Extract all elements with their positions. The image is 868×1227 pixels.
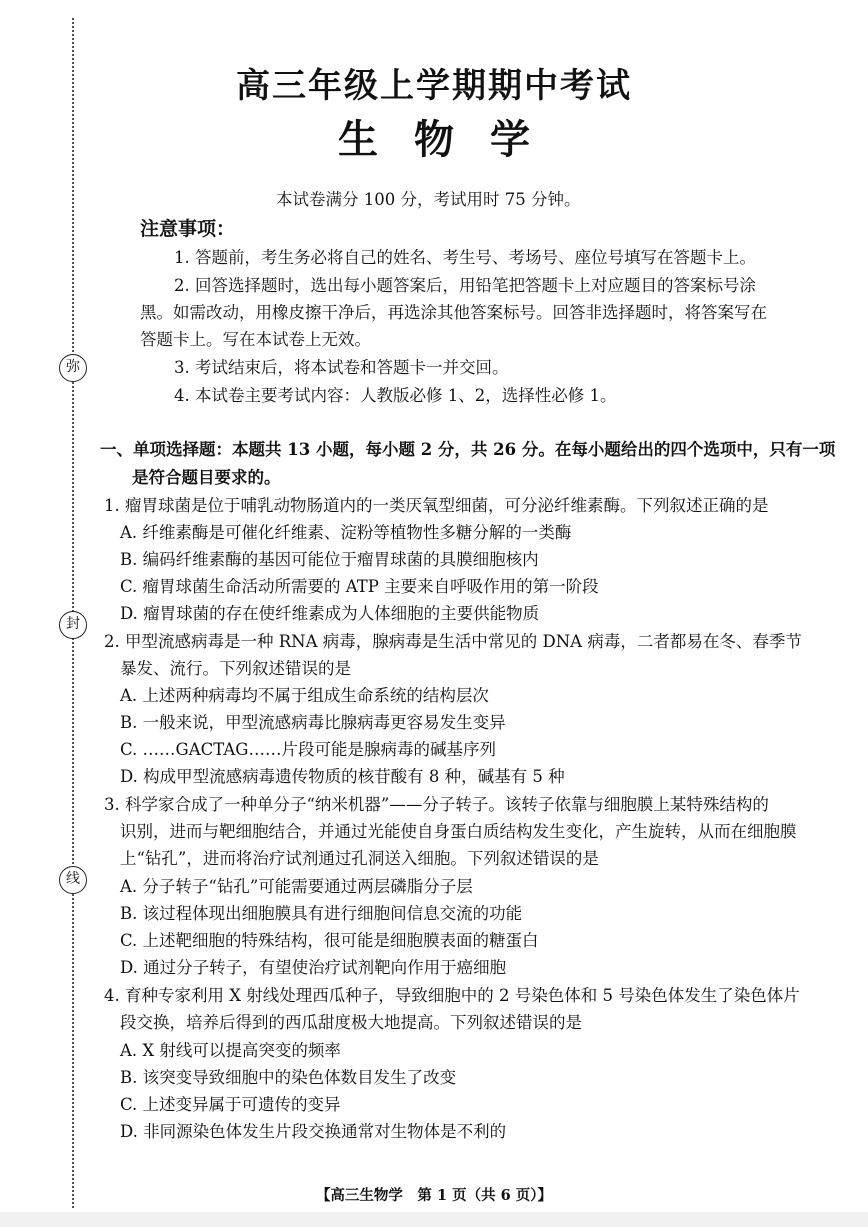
notice-heading: 注意事项：	[140, 218, 236, 240]
question-option: A. 分子转子“钻孔”可能需要通过两层磷脂分子层	[120, 877, 473, 896]
notice-line: 答题卡上。写在本试卷上无效。	[140, 330, 371, 349]
question-stem: 1. 瘤胃球菌是位于哺乳动物肠道内的一类厌氧型细菌，可分泌纤维素酶。下列叙述正确的是	[104, 496, 769, 515]
section-heading: 一、单项选择题：本题共 13 小题，每小题 2 分，共 26 分。在每小题给出的四个选项中，只有一项	[100, 440, 836, 459]
exam-intro: 本试卷满分 100 分，考试用时 75 分钟。	[276, 190, 581, 209]
question-stem: 上“钻孔”，进而将治疗试剂通过孔洞送入细胞。下列叙述错误的是	[120, 849, 599, 868]
question-option: C. 上述变异属于可遗传的变异	[120, 1095, 341, 1114]
question-stem: 3. 科学家合成了一种单分子“纳米机器”——分子转子。该转子依靠与细胞膜上某特殊结构的	[104, 795, 769, 814]
notice-line: 黑。如需改动，用橡皮擦干净后，再选涂其他答案标号。回答非选择题时，将答案写在	[140, 303, 767, 322]
question-option: C. ……GACTAG……片段可能是腺病毒的碱基序列	[120, 740, 496, 759]
question-option: B. 该突变导致细胞中的染色体数目发生了改变	[120, 1068, 457, 1087]
subject-title: 生物学	[338, 116, 566, 163]
notice-line: 2. 回答选择题时，选出每小题答案后，用铅笔把答题卡上对应题目的答案标号涂	[174, 276, 756, 295]
question-option: B. 编码纤维素酶的基因可能位于瘤胃球菌的具膜细胞核内	[120, 550, 539, 569]
question-option: A. 纤维素酶是可催化纤维素、淀粉等植物性多糖分解的一类酶	[120, 523, 572, 542]
question-option: D. 通过分子转子，有望使治疗试剂靶向作用于癌细胞	[120, 958, 507, 977]
question-option: D. 瘤胃球菌的存在使纤维素成为人体细胞的主要供能物质	[120, 604, 540, 623]
bottom-bar	[0, 1212, 868, 1227]
notice-line: 1. 答题前，考生务必将自己的姓名、考生号、考场号、座位号填写在答题卡上。	[174, 248, 756, 267]
question-stem: 暴发、流行。下列叙述错误的是	[120, 659, 351, 678]
question-stem: 4. 育种专家利用 X 射线处理西瓜种子，导致细胞中的 2 号染色体和 5 号染色体发生了染色体片	[104, 986, 800, 1005]
question-option: D. 非同源染色体发生片段交换通常对生物体是不利的	[120, 1122, 507, 1141]
exam-title: 高三年级上学期期中考试	[236, 66, 632, 106]
seal-char-mi: 弥	[59, 354, 87, 382]
page-footer: 【高三生物学 第 1 页（共 6 页）】	[315, 1187, 553, 1204]
question-stem: 2. 甲型流感病毒是一种 RNA 病毒，腺病毒是生活中常见的 DNA 病毒，二者都易在冬、春季节	[104, 632, 802, 651]
notice-line: 4. 本试卷主要考试内容：人教版必修 1、2，选择性必修 1。	[174, 386, 617, 405]
question-option: A. 上述两种病毒均不属于组成生命系统的结构层次	[120, 686, 489, 705]
question-stem: 识别，进而与靶细胞结合，并通过光能使自身蛋白质结构发生变化，产生旋转，从而在细胞膜	[120, 822, 797, 841]
notice-line: 3. 考试结束后，将本试卷和答题卡一并交回。	[174, 358, 509, 377]
question-option: B. 该过程体现出细胞膜具有进行细胞间信息交流的功能	[120, 904, 523, 923]
question-option: D. 构成甲型流感病毒遗传物质的核苷酸有 8 种，碱基有 5 种	[120, 767, 565, 786]
question-option: C. 瘤胃球菌生命活动所需要的 ATP 主要来自呼吸作用的第一阶段	[120, 577, 599, 596]
question-option: B. 一般来说，甲型流感病毒比腺病毒更容易发生变异	[120, 713, 506, 732]
question-option: A. X 射线可以提高突变的频率	[120, 1041, 341, 1060]
section-heading: 是符合题目要求的。	[132, 468, 281, 487]
seal-char-xian: 线	[59, 866, 87, 894]
seal-char-feng: 封	[59, 611, 87, 639]
question-option: C. 上述靶细胞的特殊结构，很可能是细胞膜表面的糖蛋白	[120, 931, 539, 950]
question-stem: 段交换，培养后得到的西瓜甜度极大地提高。下列叙述错误的是	[120, 1013, 582, 1032]
